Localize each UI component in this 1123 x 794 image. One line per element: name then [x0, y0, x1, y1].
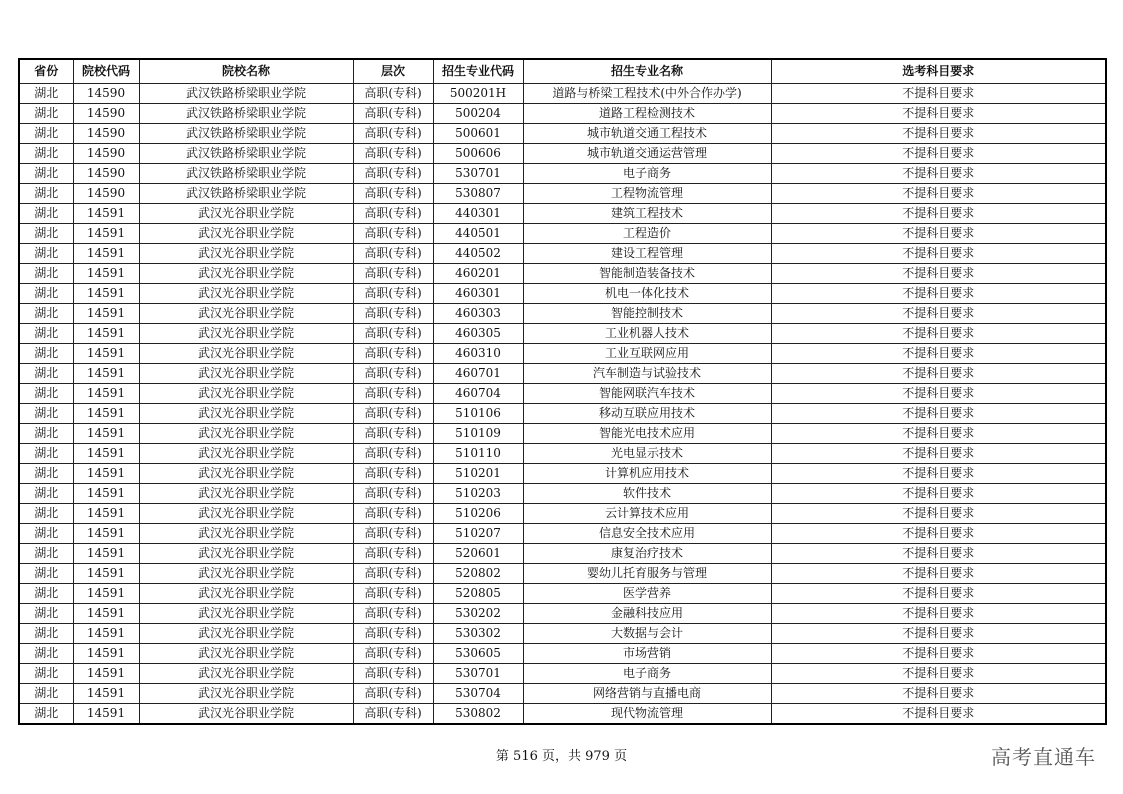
cell-major-code: 530701: [433, 664, 523, 684]
cell-level: 高职(专科): [353, 264, 433, 284]
admission-table: [18, 58, 1107, 725]
cell-major-code: 440501: [433, 224, 523, 244]
cell-province: 湖北: [19, 384, 73, 404]
cell-school-name: 武汉光谷职业学院: [139, 664, 353, 684]
cell-subject-requirement: 不提科目要求: [771, 404, 1106, 424]
cell-major-code: 500201H: [433, 84, 523, 104]
table-row: [19, 244, 1106, 264]
cell-province: 湖北: [19, 604, 73, 624]
cell-level: 高职(专科): [353, 204, 433, 224]
cell-level: 高职(专科): [353, 164, 433, 184]
header-school-name: 院校名称: [139, 59, 353, 84]
cell-province: 湖北: [19, 264, 73, 284]
cell-school-name: 武汉光谷职业学院: [139, 424, 353, 444]
cell-level: 高职(专科): [353, 644, 433, 664]
cell-major-code: 460701: [433, 364, 523, 384]
cell-subject-requirement: 不提科目要求: [771, 124, 1106, 144]
cell-school-name: 武汉光谷职业学院: [139, 504, 353, 524]
cell-major-name: 工业互联网应用: [523, 344, 771, 364]
cell-major-code: 500601: [433, 124, 523, 144]
cell-level: 高职(专科): [353, 124, 433, 144]
cell-province: 湖北: [19, 304, 73, 324]
cell-major-code: 460303: [433, 304, 523, 324]
cell-school-code: 14591: [73, 364, 139, 384]
table-row: [19, 364, 1106, 384]
cell-level: 高职(专科): [353, 624, 433, 644]
cell-school-name: 武汉光谷职业学院: [139, 264, 353, 284]
cell-province: 湖北: [19, 644, 73, 664]
table-row: [19, 204, 1106, 224]
cell-major-name: 大数据与会计: [523, 624, 771, 644]
table-row: [19, 444, 1106, 464]
table-row: [19, 684, 1106, 704]
cell-major-name: 电子商务: [523, 664, 771, 684]
cell-level: 高职(专科): [353, 284, 433, 304]
cell-major-code: 510110: [433, 444, 523, 464]
cell-major-name: 城市轨道交通工程技术: [523, 124, 771, 144]
cell-subject-requirement: 不提科目要求: [771, 84, 1106, 104]
table-row: [19, 524, 1106, 544]
cell-subject-requirement: 不提科目要求: [771, 544, 1106, 564]
cell-major-name: 电子商务: [523, 164, 771, 184]
cell-province: 湖北: [19, 684, 73, 704]
cell-school-name: 武汉光谷职业学院: [139, 304, 353, 324]
cell-school-code: 14591: [73, 484, 139, 504]
cell-province: 湖北: [19, 344, 73, 364]
cell-province: 湖北: [19, 424, 73, 444]
table-row: [19, 424, 1106, 444]
cell-subject-requirement: 不提科目要求: [771, 444, 1106, 464]
table-row: [19, 164, 1106, 184]
header-major-code: 招生专业代码: [433, 59, 523, 84]
table-row: [19, 84, 1106, 104]
cell-school-code: 14591: [73, 324, 139, 344]
cell-major-code: 510106: [433, 404, 523, 424]
cell-major-name: 工业机器人技术: [523, 324, 771, 344]
cell-subject-requirement: 不提科目要求: [771, 204, 1106, 224]
table-row: [19, 404, 1106, 424]
cell-school-name: 武汉光谷职业学院: [139, 344, 353, 364]
cell-school-name: 武汉铁路桥梁职业学院: [139, 124, 353, 144]
cell-school-name: 武汉光谷职业学院: [139, 544, 353, 564]
table-row: [19, 144, 1106, 164]
cell-school-code: 14590: [73, 164, 139, 184]
cell-level: 高职(专科): [353, 484, 433, 504]
table-row: [19, 104, 1106, 124]
cell-school-name: 武汉光谷职业学院: [139, 384, 353, 404]
cell-school-code: 14591: [73, 704, 139, 725]
table-row: [19, 504, 1106, 524]
cell-level: 高职(专科): [353, 704, 433, 725]
cell-province: 湖北: [19, 544, 73, 564]
cell-province: 湖北: [19, 524, 73, 544]
cell-school-name: 武汉光谷职业学院: [139, 404, 353, 424]
cell-school-code: 14591: [73, 444, 139, 464]
cell-school-name: 武汉铁路桥梁职业学院: [139, 104, 353, 124]
cell-school-code: 14591: [73, 424, 139, 444]
page-number-text: 第 516 页，共 979 页: [495, 749, 628, 764]
cell-subject-requirement: 不提科目要求: [771, 164, 1106, 184]
cell-province: 湖北: [19, 284, 73, 304]
cell-province: 湖北: [19, 584, 73, 604]
header-major-name: 招生专业名称: [523, 59, 771, 84]
table-row: [19, 224, 1106, 244]
cell-subject-requirement: 不提科目要求: [771, 364, 1106, 384]
cell-school-code: 14590: [73, 144, 139, 164]
cell-level: 高职(专科): [353, 104, 433, 124]
cell-school-name: 武汉光谷职业学院: [139, 584, 353, 604]
cell-major-code: 500606: [433, 144, 523, 164]
cell-school-name: 武汉光谷职业学院: [139, 644, 353, 664]
cell-level: 高职(专科): [353, 544, 433, 564]
cell-level: 高职(专科): [353, 664, 433, 684]
table-row: [19, 664, 1106, 684]
table-row: [19, 564, 1106, 584]
cell-subject-requirement: 不提科目要求: [771, 604, 1106, 624]
cell-province: 湖北: [19, 224, 73, 244]
cell-subject-requirement: 不提科目要求: [771, 424, 1106, 444]
cell-major-name: 金融科技应用: [523, 604, 771, 624]
table-row: [19, 344, 1106, 364]
cell-school-code: 14590: [73, 104, 139, 124]
cell-province: 湖北: [19, 84, 73, 104]
table-row: [19, 644, 1106, 664]
cell-province: 湖北: [19, 504, 73, 524]
cell-subject-requirement: 不提科目要求: [771, 144, 1106, 164]
cell-major-name: 工程造价: [523, 224, 771, 244]
cell-province: 湖北: [19, 364, 73, 384]
cell-major-name: 计算机应用技术: [523, 464, 771, 484]
cell-major-code: 510201: [433, 464, 523, 484]
table-row: [19, 264, 1106, 284]
cell-subject-requirement: 不提科目要求: [771, 224, 1106, 244]
table-header-row: [19, 59, 1106, 84]
cell-level: 高职(专科): [353, 684, 433, 704]
cell-level: 高职(专科): [353, 384, 433, 404]
cell-major-name: 医学营养: [523, 584, 771, 604]
cell-school-name: 武汉铁路桥梁职业学院: [139, 84, 353, 104]
cell-province: 湖北: [19, 704, 73, 725]
cell-level: 高职(专科): [353, 184, 433, 204]
cell-school-name: 武汉铁路桥梁职业学院: [139, 164, 353, 184]
cell-province: 湖北: [19, 164, 73, 184]
cell-level: 高职(专科): [353, 504, 433, 524]
cell-major-name: 光电显示技术: [523, 444, 771, 464]
cell-subject-requirement: 不提科目要求: [771, 284, 1106, 304]
cell-school-code: 14590: [73, 124, 139, 144]
cell-school-code: 14591: [73, 284, 139, 304]
cell-major-name: 移动互联应用技术: [523, 404, 771, 424]
cell-major-code: 460704: [433, 384, 523, 404]
cell-school-code: 14591: [73, 684, 139, 704]
cell-subject-requirement: 不提科目要求: [771, 704, 1106, 725]
cell-major-name: 婴幼儿托育服务与管理: [523, 564, 771, 584]
cell-school-name: 武汉光谷职业学院: [139, 464, 353, 484]
cell-school-name: 武汉光谷职业学院: [139, 364, 353, 384]
cell-school-name: 武汉光谷职业学院: [139, 624, 353, 644]
cell-level: 高职(专科): [353, 84, 433, 104]
cell-school-name: 武汉光谷职业学院: [139, 484, 353, 504]
brand-watermark: 高考直通车: [991, 745, 1096, 769]
cell-school-name: 武汉光谷职业学院: [139, 564, 353, 584]
cell-major-code: 510206: [433, 504, 523, 524]
cell-major-name: 汽车制造与试验技术: [523, 364, 771, 384]
page-footer: [0, 745, 1123, 764]
cell-major-code: 460305: [433, 324, 523, 344]
table-body: [19, 84, 1106, 725]
cell-school-code: 14591: [73, 304, 139, 324]
cell-province: 湖北: [19, 324, 73, 344]
header-subject-requirement: 选考科目要求: [771, 59, 1106, 84]
cell-school-code: 14591: [73, 384, 139, 404]
cell-level: 高职(专科): [353, 404, 433, 424]
cell-province: 湖北: [19, 244, 73, 264]
cell-school-code: 14590: [73, 184, 139, 204]
cell-province: 湖北: [19, 664, 73, 684]
table-row: [19, 624, 1106, 644]
header-school-code: 院校代码: [73, 59, 139, 84]
cell-school-code: 14591: [73, 564, 139, 584]
cell-school-name: 武汉铁路桥梁职业学院: [139, 144, 353, 164]
cell-school-code: 14590: [73, 84, 139, 104]
cell-level: 高职(专科): [353, 364, 433, 384]
table-row: [19, 464, 1106, 484]
table-row: [19, 124, 1106, 144]
cell-major-code: 530701: [433, 164, 523, 184]
cell-subject-requirement: 不提科目要求: [771, 684, 1106, 704]
cell-major-code: 500204: [433, 104, 523, 124]
cell-subject-requirement: 不提科目要求: [771, 264, 1106, 284]
cell-subject-requirement: 不提科目要求: [771, 524, 1106, 544]
cell-school-name: 武汉铁路桥梁职业学院: [139, 184, 353, 204]
header-level: 层次: [353, 59, 433, 84]
cell-province: 湖北: [19, 624, 73, 644]
cell-major-name: 康复治疗技术: [523, 544, 771, 564]
cell-subject-requirement: 不提科目要求: [771, 484, 1106, 504]
cell-major-code: 440301: [433, 204, 523, 224]
cell-school-name: 武汉光谷职业学院: [139, 324, 353, 344]
cell-level: 高职(专科): [353, 424, 433, 444]
cell-major-code: 510207: [433, 524, 523, 544]
cell-subject-requirement: 不提科目要求: [771, 504, 1106, 524]
cell-major-name: 机电一体化技术: [523, 284, 771, 304]
cell-subject-requirement: 不提科目要求: [771, 324, 1106, 344]
cell-major-name: 软件技术: [523, 484, 771, 504]
cell-school-name: 武汉光谷职业学院: [139, 204, 353, 224]
table-row: [19, 584, 1106, 604]
cell-major-code: 530605: [433, 644, 523, 664]
cell-major-name: 现代物流管理: [523, 704, 771, 725]
cell-level: 高职(专科): [353, 344, 433, 364]
cell-major-code: 510109: [433, 424, 523, 444]
cell-subject-requirement: 不提科目要求: [771, 244, 1106, 264]
cell-major-name: 智能控制技术: [523, 304, 771, 324]
cell-province: 湖北: [19, 404, 73, 424]
table-row: [19, 184, 1106, 204]
cell-school-name: 武汉光谷职业学院: [139, 224, 353, 244]
cell-province: 湖北: [19, 444, 73, 464]
cell-school-name: 武汉光谷职业学院: [139, 704, 353, 725]
cell-subject-requirement: 不提科目要求: [771, 564, 1106, 584]
cell-school-name: 武汉光谷职业学院: [139, 244, 353, 264]
cell-major-name: 道路与桥梁工程技术(中外合作办学): [523, 84, 771, 104]
table-row: [19, 484, 1106, 504]
cell-major-name: 市场营销: [523, 644, 771, 664]
table-row: [19, 284, 1106, 304]
cell-major-code: 530302: [433, 624, 523, 644]
cell-province: 湖北: [19, 564, 73, 584]
table-row: [19, 384, 1106, 404]
cell-major-code: 520802: [433, 564, 523, 584]
cell-subject-requirement: 不提科目要求: [771, 584, 1106, 604]
cell-subject-requirement: 不提科目要求: [771, 384, 1106, 404]
cell-school-name: 武汉光谷职业学院: [139, 444, 353, 464]
cell-school-code: 14591: [73, 344, 139, 364]
table-row: [19, 304, 1106, 324]
cell-major-code: 510203: [433, 484, 523, 504]
table-row: [19, 604, 1106, 624]
cell-school-code: 14591: [73, 504, 139, 524]
cell-school-code: 14591: [73, 464, 139, 484]
cell-subject-requirement: 不提科目要求: [771, 344, 1106, 364]
cell-major-name: 工程物流管理: [523, 184, 771, 204]
cell-major-name: 云计算技术应用: [523, 504, 771, 524]
cell-school-code: 14591: [73, 604, 139, 624]
cell-major-code: 530802: [433, 704, 523, 725]
cell-level: 高职(专科): [353, 604, 433, 624]
table-row: [19, 544, 1106, 564]
cell-major-code: 460301: [433, 284, 523, 304]
cell-subject-requirement: 不提科目要求: [771, 184, 1106, 204]
cell-school-code: 14591: [73, 524, 139, 544]
cell-school-code: 14591: [73, 664, 139, 684]
cell-level: 高职(专科): [353, 564, 433, 584]
cell-level: 高职(专科): [353, 144, 433, 164]
cell-province: 湖北: [19, 124, 73, 144]
cell-province: 湖北: [19, 204, 73, 224]
cell-school-code: 14591: [73, 224, 139, 244]
cell-major-name: 智能光电技术应用: [523, 424, 771, 444]
cell-major-name: 城市轨道交通运营管理: [523, 144, 771, 164]
cell-province: 湖北: [19, 464, 73, 484]
cell-subject-requirement: 不提科目要求: [771, 664, 1106, 684]
cell-major-name: 网络营销与直播电商: [523, 684, 771, 704]
cell-subject-requirement: 不提科目要求: [771, 644, 1106, 664]
cell-major-code: 520805: [433, 584, 523, 604]
header-province: 省份: [19, 59, 73, 84]
cell-school-name: 武汉光谷职业学院: [139, 284, 353, 304]
cell-major-name: 智能制造装备技术: [523, 264, 771, 284]
cell-province: 湖北: [19, 484, 73, 504]
cell-province: 湖北: [19, 184, 73, 204]
cell-major-name: 智能网联汽车技术: [523, 384, 771, 404]
cell-level: 高职(专科): [353, 224, 433, 244]
cell-level: 高职(专科): [353, 444, 433, 464]
cell-level: 高职(专科): [353, 524, 433, 544]
cell-province: 湖北: [19, 104, 73, 124]
cell-major-code: 520601: [433, 544, 523, 564]
cell-major-name: 信息安全技术应用: [523, 524, 771, 544]
cell-province: 湖北: [19, 144, 73, 164]
cell-school-code: 14591: [73, 264, 139, 284]
cell-school-code: 14591: [73, 544, 139, 564]
cell-level: 高职(专科): [353, 304, 433, 324]
cell-level: 高职(专科): [353, 464, 433, 484]
cell-major-code: 460201: [433, 264, 523, 284]
cell-school-name: 武汉光谷职业学院: [139, 684, 353, 704]
cell-major-name: 建设工程管理: [523, 244, 771, 264]
cell-school-code: 14591: [73, 624, 139, 644]
cell-major-code: 530202: [433, 604, 523, 624]
cell-subject-requirement: 不提科目要求: [771, 624, 1106, 644]
cell-school-code: 14591: [73, 404, 139, 424]
cell-subject-requirement: 不提科目要求: [771, 464, 1106, 484]
cell-major-name: 道路工程检测技术: [523, 104, 771, 124]
cell-school-code: 14591: [73, 644, 139, 664]
cell-major-code: 440502: [433, 244, 523, 264]
cell-major-code: 460310: [433, 344, 523, 364]
table-row: [19, 324, 1106, 344]
cell-level: 高职(专科): [353, 244, 433, 264]
cell-school-name: 武汉光谷职业学院: [139, 524, 353, 544]
cell-school-code: 14591: [73, 584, 139, 604]
cell-school-code: 14591: [73, 204, 139, 224]
cell-subject-requirement: 不提科目要求: [771, 104, 1106, 124]
cell-level: 高职(专科): [353, 584, 433, 604]
cell-major-code: 530704: [433, 684, 523, 704]
cell-school-code: 14591: [73, 244, 139, 264]
cell-major-code: 530807: [433, 184, 523, 204]
cell-subject-requirement: 不提科目要求: [771, 304, 1106, 324]
table-row: [19, 704, 1106, 725]
cell-school-name: 武汉光谷职业学院: [139, 604, 353, 624]
cell-level: 高职(专科): [353, 324, 433, 344]
cell-major-name: 建筑工程技术: [523, 204, 771, 224]
